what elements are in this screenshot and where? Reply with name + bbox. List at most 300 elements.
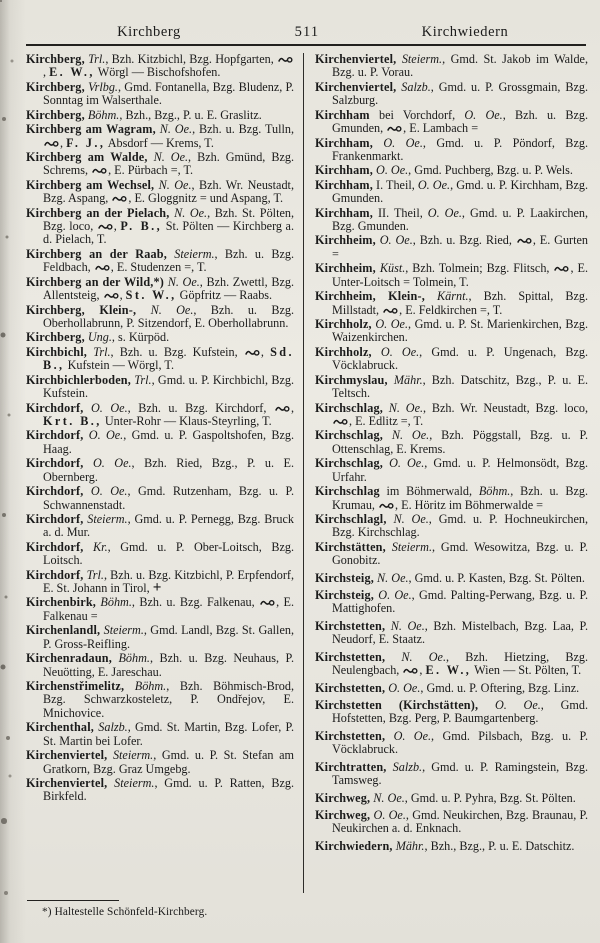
gazetteer-entry (26, 513, 294, 540)
entry-text: , Bzh. Spittal, Bzg. Millstadt, (332, 289, 589, 317)
gazetteer-entry (26, 179, 294, 206)
entry-text: , Bzh. St. Pölten, Bzg. loco, (43, 205, 295, 234)
entry-headword: Kirchbichl, (26, 344, 88, 359)
gazetteer-entry (26, 207, 294, 247)
entry-text: , (43, 65, 50, 80)
entry-text: O. Oe. (427, 205, 462, 220)
entry-headword: Kirchdorf, (26, 428, 84, 443)
entry-text: , Gmd. Fontanella, Bzg. Bludenz, P. Sonntag im Walserthale. (43, 79, 294, 108)
entry-text: Steierm. (174, 246, 215, 261)
entry-headword: Kirchberg, (26, 79, 85, 94)
entry-text: , Bzh. u. Bzg. Neuhaus, P. Neuötting, E. Jareschau. (43, 651, 294, 679)
entry-headword: Kirchstetten, (315, 618, 386, 633)
entry-headword: Kirchham, (315, 177, 373, 192)
entry-text: , Gmd. St. Jakob im Walde, Bzg. u. P. Vorau. (332, 52, 588, 80)
gazetteer-entry (26, 81, 294, 108)
gazetteer-entry (315, 262, 588, 289)
gazetteer-entry (315, 457, 588, 484)
entry-headword: Kirchdorf, (26, 511, 84, 526)
entry-headword: Kirchdorf, (26, 484, 84, 499)
entry-headword: Kirchstetten, (315, 728, 386, 743)
entry-headword: Kirchberg, (26, 107, 85, 122)
gazetteer-entry (315, 485, 588, 512)
entry-text: , Bzh. Kitzbichl, Bzg. Hopfgarten, (105, 52, 277, 66)
entry-text: Sd. B., (43, 344, 295, 373)
gazetteer-entry (315, 429, 588, 456)
entry-text: St. W., (125, 288, 177, 303)
entry-headword: Kirchschlagl, (315, 511, 387, 526)
entry-headword: Kirchberg am Wagram, (26, 122, 156, 137)
entry-text: , Bzh. u. Bzg. Ried, (412, 233, 516, 248)
entry-text (383, 428, 392, 442)
entry-headword: Kirchenviertel, (26, 748, 108, 763)
entry-text (372, 345, 381, 359)
entry-text: , s. Kürpöd. (111, 330, 170, 345)
gazetteer-entry (315, 541, 588, 568)
entry-text: , Bzh. u. Bzg. Feldbach, (43, 246, 295, 275)
footnote-block (26, 900, 588, 918)
entry-text: Wörgl — Bischofshofen. (94, 65, 221, 80)
entry-text: Salzb. (401, 79, 431, 94)
entry-text: Krt. B., (43, 413, 102, 428)
entry-text: Küst. (379, 261, 406, 276)
entry-headword: Kirchstetten, (315, 680, 386, 695)
entry-text: Trl. (134, 372, 152, 387)
gazetteer-entry (26, 276, 294, 303)
gazetteer-entry (315, 809, 588, 836)
entry-headword: Kirchham, (315, 135, 373, 150)
left-column (26, 53, 303, 893)
gazetteer-entry (26, 541, 294, 568)
entry-text: O. Oe. (383, 135, 423, 150)
entry-text: Steierm. (114, 775, 155, 790)
entry-text: Trl. (88, 52, 106, 66)
gazetteer-entry (315, 234, 588, 261)
entry-text (83, 401, 91, 415)
entry-headword: Kirchdorf, (26, 539, 84, 554)
entry-headword: Kirchwiedern, (315, 838, 393, 853)
entry-text (425, 289, 437, 303)
footnote-rule (27, 900, 119, 901)
entry-text: P. B., (120, 219, 163, 234)
entry-text: , Gmd. u. P. Pyhra, Bzg. St. Pölten. (404, 790, 576, 805)
entry-text: , Bzh. Tolmein; Bzg. Flitsch, (405, 261, 554, 276)
entry-text: N. Oe. (174, 205, 208, 220)
gazetteer-entry (315, 346, 588, 373)
entry-text: N. Oe. (153, 149, 189, 164)
entry-text: , Gmd. u. P. Laakirchen, Bzg. Gmunden. (332, 205, 588, 234)
entry-headword: Kirchschlag, (315, 400, 383, 415)
entry-text: O. Oe. (376, 163, 409, 178)
gazetteer-entry (315, 572, 588, 585)
entry-text: Steierm. (103, 623, 144, 638)
gazetteer-entry (26, 485, 294, 512)
gazetteer-entry (315, 290, 588, 317)
entry-text: , E. Edlitz =, T. (349, 413, 424, 428)
entry-headword: Kirchberg, (26, 330, 85, 345)
entry-text: , Bzh. Wr. Neustadt, Bzg. loco, (423, 400, 589, 415)
entry-text: Steierm. (112, 748, 154, 763)
entry-text: Vrlbg. (88, 79, 118, 94)
entry-text: N. Oe. (393, 511, 429, 526)
entry-headword: Kirchenthal, (26, 720, 94, 735)
entry-text: , Gmd. u. P. Hochneukirchen, Bzg. Kirchschlag. (332, 511, 589, 540)
entry-text: Steierm. (87, 511, 128, 526)
entry-headword: Kirchstetten, (315, 649, 386, 664)
entry-text: , Gmd. Wesowitza, Bzg. u. P. Gonobitz. (332, 539, 588, 568)
gazetteer-entry (315, 699, 588, 726)
entry-headword: Kirchsteig, (315, 570, 374, 585)
entry-text: E. W., (49, 65, 95, 80)
entry-text (385, 729, 393, 743)
posthorn-icon (111, 191, 128, 205)
entry-headword: Kirchdorf, (26, 567, 84, 582)
entry-text: , E. Falkenau = (43, 595, 294, 623)
entry-text: Steierm. (391, 539, 433, 554)
entry-headword: Kirchweg, (315, 790, 371, 805)
gazetteer-entry (26, 248, 294, 275)
entry-text: , E. Feldkirchen =, T. (399, 302, 503, 317)
entry-text: , Gmd. Rutzenham, Bzg. u. P. Schwannenstadt. (43, 484, 295, 512)
entry-text: N. Oe. (377, 570, 409, 585)
entry-text: F. J., (66, 135, 106, 150)
entry-headword: Kirchberg am Walde, (26, 149, 148, 164)
entry-text: O. Oe. (388, 680, 421, 695)
posthorn-icon (378, 498, 395, 512)
entry-text: N. Oe. (150, 302, 194, 317)
entry-text: O. Oe. (417, 177, 451, 192)
gazetteer-entry (315, 840, 588, 853)
entry-headword: Kirchenstřimelitz, (26, 678, 125, 693)
entry-text: N. Oe. (167, 274, 200, 289)
posthorn-icon (277, 52, 294, 66)
entry-headword: Kirchenviertel, (315, 52, 397, 66)
gazetteer-entry (26, 151, 294, 178)
entry-text: , Gmd. u. P. St. Marienkirchen, Bzg. Waizenkirchen. (332, 317, 589, 345)
entry-text: , Bzh. u. Bzg. Krumau, (332, 484, 589, 512)
entry-text: Salzb. (392, 759, 423, 774)
entry-text: , Gmd. u. P. Ober-Loitsch, Bzg. Loitsch. (43, 539, 295, 568)
entry-text: Salzb. (98, 720, 128, 735)
entry-text: Trl. (93, 344, 111, 359)
entry-text (124, 679, 135, 693)
gazetteer-entry (26, 596, 294, 623)
entry-text: , Bzh. Mistelbach, Bzg. Laa, P. Neudorf, E. Staatz. (332, 618, 589, 647)
entry-text: O. Oe. (379, 233, 413, 248)
entry-text: , Gmd. u. P. Kirchham, Bzg. Gmunden. (332, 177, 589, 206)
entry-text: , Gmd. u. P. Gaspoltshofen, Bzg. Haag. (43, 428, 295, 456)
entry-headword: Kirchham, (315, 163, 373, 178)
posthorn-icon (274, 401, 291, 415)
entry-text: O. Oe. (90, 484, 128, 499)
entry-headword: Kirchberg, Klein-, (26, 302, 137, 317)
entry-text (478, 698, 495, 712)
entry-text: O. Oe. (494, 697, 541, 712)
entry-text: N. Oe. (159, 122, 193, 137)
gazetteer-entry (26, 721, 294, 748)
entry-text: , Gmd. u. P. Ungenach, Bzg. Vöcklabruck. (332, 344, 588, 373)
entry-text: , Gmd. u. P. St. Stefan am Gratkorn, Bzg. Graz Umgebg. (43, 748, 294, 776)
gazetteer-entry (315, 318, 588, 345)
entry-text: , (290, 400, 294, 415)
gazetteer-entry (315, 374, 588, 401)
gazetteer-entry (26, 777, 294, 804)
entry-text: , Gmd. u. P. Grossgmain, Bzg. Salzburg. (332, 79, 588, 108)
entry-text: Böhm. (100, 595, 132, 610)
gazetteer-entry (26, 652, 294, 679)
posthorn-icon (382, 303, 399, 317)
entry-text: Ung. (87, 330, 112, 345)
entry-headword: Kirchdorf, (26, 400, 84, 415)
entry-text: E. W., (425, 663, 472, 678)
entry-headword: Kirchbichlerboden, (26, 372, 131, 387)
entry-headword: Kirchheim, (315, 233, 376, 248)
entry-text: Absdorf — Krems, T. (105, 135, 214, 150)
entry-text: , (119, 288, 126, 303)
entry-headword: Kirchberg am Wechsel, (26, 177, 155, 192)
entry-text: O. Oe. (389, 456, 425, 471)
gazetteer-entry (315, 730, 588, 757)
entry-headword: Kirchenlandl, (26, 623, 101, 638)
entry-text: N. Oe. (373, 790, 405, 805)
entry-headword: Kirchenviertel, (26, 775, 108, 790)
entry-text: im Böhmerwald, (379, 484, 479, 499)
gazetteer-entry (26, 624, 294, 651)
running-head-left: Kirchberg (117, 24, 181, 40)
gazetteer-entry (26, 304, 294, 331)
gazetteer-entry (26, 457, 294, 484)
entry-text: , Bzh., Bzg., P. u. E. Datschitz. (424, 838, 575, 853)
entry-text: O. Oe. (380, 344, 420, 359)
entry-headword: Kirchham (315, 107, 370, 122)
entry-text: bei Vorchdorf, (369, 107, 465, 122)
entry-text: Kufstein — Wörgl, T. (64, 358, 175, 373)
entry-text: , Gmd. Puchberg, Bzg. u. P. Wels. (408, 163, 573, 178)
gazetteer-entry (26, 346, 294, 373)
entry-text: , Bzh. Böhmisch-Brod, Bzg. Schwarzkosteletz, P. Ondřejov, E. Mnichovice. (43, 678, 295, 720)
entry-text: Wien — St. Pölten, T. (471, 663, 582, 678)
entry-text: , Bzh. Wr. Neustadt, Bzg. Aspang, (43, 177, 294, 206)
entry-text: , Bzh. u. Bzg. Kufstein, (110, 344, 244, 359)
entry-text: , E. Gurten = (332, 233, 588, 261)
entry-headword: Kirchberg an der Wild,*) (26, 274, 165, 289)
header-rule (26, 44, 586, 46)
entry-text: , E. Pürbach =, T. (108, 163, 194, 178)
entry-text: , Gmd. u. P. Ratten, Bzg. Birkfeld. (43, 775, 295, 804)
running-head-right: Kirchwiedern (421, 24, 509, 40)
gazetteer-entry (26, 402, 294, 429)
posthorn-icon (103, 288, 120, 302)
cross-icon: + (152, 579, 162, 597)
gazetteer-entry (315, 53, 588, 80)
entry-text: , (419, 663, 426, 678)
entry-headword: Kirchmyslau, (315, 372, 388, 387)
entry-text: Mähr. (395, 838, 425, 853)
posthorn-icon (259, 595, 276, 609)
entry-text: , Gmd. u. P. Pöndorf, Bzg. Frankenmarkt. (332, 135, 588, 163)
entry-text: , Bzh. u. Bzg. Tulln, (192, 122, 295, 137)
entry-text: N. Oe. (388, 400, 424, 415)
gazetteer-entry (26, 569, 294, 596)
entry-text: , Gmd. u. P. Helmonsödt, Bzg. Urfahr. (332, 456, 589, 484)
entry-text: N. Oe. (391, 428, 430, 443)
entry-text: Böhm. (134, 678, 167, 693)
entry-text (136, 303, 150, 317)
entry-text: , Bzh., Bzg., P. u. E. Graslitz. (119, 107, 262, 122)
entry-text: N. Oe. (390, 618, 425, 633)
entry-text (373, 136, 383, 150)
entry-text: N. Oe. (158, 177, 192, 192)
entry-text: , Gmd. u. P. Kasten, Bzg. St. Pölten. (408, 570, 585, 585)
running-head (26, 24, 588, 41)
entry-text: , Gmd. St. Martin, Bzg. Lofer, P. St. Martin bei Lofer. (43, 720, 294, 748)
entry-text: , Bzh. u. Bzg. Gmunden, (332, 107, 589, 136)
entry-headword: Kirchholz, (315, 317, 372, 332)
gazetteer-entry (315, 164, 588, 177)
entry-text: , Gmd. Neukirchen, Bzg. Braunau, P. Neukirchen a. d. Enknach. (332, 807, 589, 836)
entry-text: O. Oe. (373, 807, 406, 822)
entry-headword: Kirchschlag, (315, 456, 383, 471)
entry-headword: Kirchstätten, (315, 539, 386, 554)
entry-text: , Bzh. u. Bzg. Falkenau, (131, 595, 260, 610)
entry-text: , Gmd. Pilsbach, Bzg. u. P. Vöcklabruck. (332, 728, 589, 757)
gazetteer-entry (315, 589, 588, 616)
gazetteer-entry (315, 179, 588, 206)
entry-text: , E. Gloggnitz = und Aspang, T. (128, 191, 284, 206)
entry-text: O. Oe. (88, 428, 124, 443)
gazetteer-entry (26, 680, 294, 720)
entry-text: I. Theil, (372, 177, 418, 192)
entry-text: , Bzh. Gmünd, Bzg. Schrems, (43, 149, 295, 178)
gazetteer-entry (26, 53, 294, 80)
entry-text: , Bzh. u. Bzg. Oberhollabrunn, P. Sitzendorf, E. Oberhollabrunn. (43, 302, 295, 331)
entry-text: , Gmd. u. P. Kirchbichl, Bzg. Kufstein. (43, 372, 295, 401)
gazetteer-entry (315, 513, 588, 540)
entry-text: Böhm. (118, 651, 150, 666)
entry-text: Böhm. (478, 484, 511, 499)
entry-text: , E. Unter-Loitsch = Tolmein, T. (332, 261, 588, 289)
entry-text: , Bzh. Datschitz, Bzg., P. u. E. Teltsch. (332, 372, 588, 401)
entry-text: , (260, 344, 271, 359)
footnote: *) Haltestelle Schönfeld-Kirchberg. (42, 906, 208, 918)
entry-text: Unter-Rohr — Klaus-Steyrling, T. (101, 413, 272, 428)
entry-text: , E. Studenzen =, T. (110, 260, 207, 275)
entry-headword: Kirchheim, (315, 261, 376, 276)
entry-text: , Bzh. u. Bzg. Kirchdorf, (127, 400, 274, 415)
entry-text: St. Pölten — Kirchberg a. d. Pielach, T. (43, 219, 295, 247)
entry-text: , E. Lambach = (403, 121, 479, 136)
posthorn-icon (94, 260, 111, 274)
entry-text: , Bzh. u. Bzg. Kitzbichl, P. Erpfendorf, E. St. Johann in Tirol, (43, 567, 294, 596)
entry-text: , E. Höritz im Böhmerwalde = (395, 497, 544, 512)
entry-text (83, 456, 92, 470)
gazetteer-entry (26, 123, 294, 150)
entry-text: , (113, 219, 121, 234)
entry-text: O. Oe. (375, 317, 408, 332)
gazetteer-entry (315, 81, 588, 108)
gazetteer-entry (26, 331, 294, 344)
entry-headword: Kirchstetten (Kirchstätten), (315, 697, 479, 712)
gazetteer-entry (315, 682, 588, 695)
entry-headword: Kirchholz, (315, 344, 372, 359)
gazetteer-entry (315, 761, 588, 788)
gazetteer-entry (315, 109, 588, 136)
entry-text: Kärnt. (437, 289, 469, 304)
entry-headword: Kirchenbirk, (26, 595, 97, 610)
entry-headword: Kirchham, (315, 205, 373, 220)
entry-text: O. Oe. (91, 400, 128, 415)
entry-text: Mähr. (393, 372, 423, 387)
entry-headword: Kirchsteig, (315, 588, 374, 603)
gazetteer-entry (315, 651, 588, 678)
posthorn-icon (516, 233, 533, 247)
entry-headword: Kirchschlag (315, 484, 380, 499)
posthorn-icon (43, 136, 60, 150)
entry-text: , Gmd. Landl, Bzg. St. Gallen, P. Gross-Reifling. (43, 623, 294, 651)
gazetteer-entry (26, 109, 294, 122)
entry-headword: Kirchschlag, (315, 428, 383, 443)
entry-text (385, 650, 401, 664)
gazetteer-entry (26, 429, 294, 456)
entry-headword: Kirchtratten, (315, 759, 387, 774)
entry-text: , Gmd. u. P. Ramingstein, Bzg. Tamsweg. (332, 759, 588, 788)
entry-text: , Gmd. Hofstetten, Bzg. Perg, P. Baumgartenberg. (332, 697, 588, 726)
gazetteer-entry (315, 620, 588, 647)
entry-headword: Kirchberg an der Raab, (26, 246, 167, 261)
text-columns (26, 53, 588, 893)
posthorn-icon (332, 414, 349, 428)
entry-text: II. Theil, (372, 205, 428, 220)
entry-text: Böhm. (87, 107, 120, 122)
gazetteer-entry (315, 792, 588, 805)
entry-text: Trl. (86, 567, 104, 582)
entry-headword: Kirchenradaun, (26, 651, 112, 666)
entry-headword: Kirchberg, (26, 52, 85, 66)
entry-text: O. Oe. (378, 588, 412, 603)
entry-text: Steierm. (401, 52, 443, 66)
posthorn-icon (91, 163, 108, 177)
entry-text: O. Oe. (393, 728, 432, 743)
posthorn-icon (244, 345, 261, 359)
gazetteer-entry (26, 749, 294, 776)
entry-text: O. Oe. (92, 456, 132, 471)
entry-text: O. Oe. (464, 107, 503, 122)
entry-text: , (60, 135, 67, 150)
gazetteer-entry (315, 402, 588, 429)
entry-headword: Kirchweg, (315, 807, 371, 822)
posthorn-icon (402, 663, 419, 677)
entry-text: Kr. (93, 539, 108, 554)
gazetteer-entry (26, 374, 294, 401)
entry-text: , Bzh. Ried, Bzg., P. u. E. Obernberg. (43, 456, 295, 484)
right-column (303, 53, 588, 893)
entry-text: , Gmd. u. P. Oftering, Bzg. Linz. (420, 680, 580, 695)
entry-text: , Gmd. Palting-Perwang, Bzg. u. P. Mattighofen. (332, 588, 589, 616)
entry-headword: Kirchberg an der Pielach, (26, 205, 170, 220)
page-number: 511 (294, 24, 320, 40)
entry-text (83, 540, 93, 554)
entry-headword: Kirchdorf, (26, 456, 84, 471)
entry-text (83, 484, 90, 498)
entry-text: Göpfritz — Raabs. (176, 288, 273, 303)
posthorn-icon (553, 261, 570, 275)
posthorn-icon (97, 219, 114, 233)
gazetteer-entry (315, 137, 588, 164)
entry-text: N. Oe. (401, 649, 447, 664)
entry-text: , Bzh. Hietzing, Bzg. Neulengbach, (332, 649, 589, 678)
entry-text: , Gmd. u. P. Pernegg, Bzg. Bruck a. d. Mur. (43, 511, 295, 540)
gazetteer-entry (315, 207, 588, 234)
